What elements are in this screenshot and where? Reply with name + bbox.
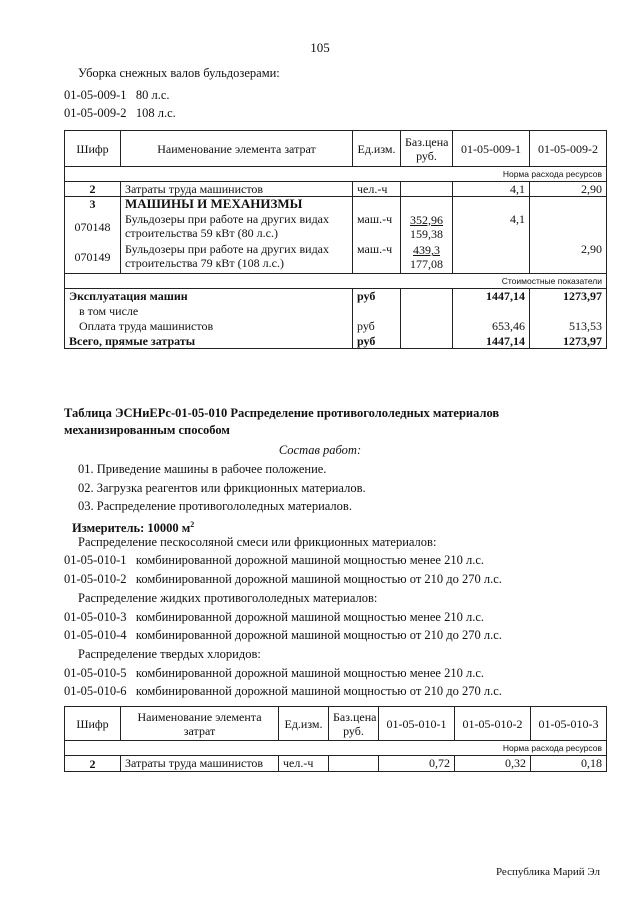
header-name: Наименование элемента затрат: [121, 131, 353, 167]
header-name-line: затрат: [183, 723, 216, 738]
item-code: 01-05-009-2: [64, 106, 127, 120]
price-bottom: 177,08: [410, 257, 443, 272]
list-item: [64, 551, 484, 569]
cost-label: Стоимостные показатели: [453, 274, 607, 289]
header-code: Шифр: [65, 707, 121, 741]
row-value-2: [530, 212, 607, 242]
table-row: [65, 212, 607, 242]
header-name-line: Наименование элемента: [137, 709, 262, 724]
header-name: [121, 707, 279, 741]
row-unit: маш.-ч: [353, 242, 401, 274]
cost-unit: руб: [353, 334, 401, 349]
row-value-1: [453, 242, 530, 274]
page-number: 105: [310, 40, 330, 55]
header-col3: 01-05-010-3: [531, 707, 607, 741]
table-row: [65, 242, 607, 274]
item-text: 108 л.с.: [135, 106, 176, 120]
table-row: [65, 182, 607, 197]
cost-name: в том числе: [65, 304, 353, 319]
row-unit: маш.-ч: [353, 212, 401, 242]
header-col1: 01-05-010-1: [379, 707, 455, 741]
row-code: 3: [65, 197, 121, 212]
row-price: [401, 242, 453, 274]
header-code: Шифр: [65, 131, 121, 167]
norm-label-row: [65, 741, 607, 756]
item-code: 01-05-010-3: [64, 610, 127, 624]
cost-row: [65, 319, 607, 334]
header-price: [329, 707, 379, 741]
meter-text: Измеритель: 10000 м: [72, 521, 191, 536]
price-top: 352,96: [410, 212, 443, 227]
item-text: комбинированной дорожной машиной мощностью менее 210 л.с.: [135, 610, 485, 624]
table-row: [65, 756, 607, 772]
header-price-line2: руб.: [416, 148, 437, 163]
row-value-2: 2,90: [530, 242, 607, 274]
item-text: комбинированной дорожной машиной мощностью от 210 до 270 л.с.: [135, 684, 502, 698]
table-title-line: механизированным способом: [64, 423, 230, 437]
composition-title: Состав работ:: [278, 443, 362, 457]
item-code: 01-05-010-5: [64, 666, 127, 680]
row-unit: чел.-ч: [279, 756, 329, 772]
section1-title: Уборка снежных валов бульдозерами:: [78, 66, 280, 80]
row-name-line: строительства 79 кВт (108 л.с.): [125, 255, 284, 270]
cost-label-row: [65, 274, 607, 289]
item-code: 01-05-010-4: [64, 628, 127, 642]
item-text: комбинированной дорожной машиной мощностью менее 210 л.с.: [135, 666, 485, 680]
header-price-line1: Баз.цена: [405, 134, 449, 149]
footer-region: Республика Марий Эл: [495, 866, 600, 878]
list-item: [64, 608, 484, 626]
list-item: [64, 682, 502, 700]
work-step: 03. Распределение противогололедных материалов.: [78, 499, 352, 513]
list-item: [64, 570, 502, 588]
list-item: [64, 664, 484, 682]
section1-item: [64, 86, 170, 104]
norm-label-row: [65, 167, 607, 182]
norm-label: Норма расхода ресурсов: [455, 741, 607, 756]
group-heading: Распределение жидких противогололедных материалов:: [78, 591, 378, 605]
item-code: 01-05-010-1: [64, 553, 127, 567]
cost-value-2: [530, 304, 607, 319]
row-name-line: Бульдозеры при работе на других видах: [125, 211, 330, 226]
cost-name: Оплата труда машинистов: [65, 319, 353, 334]
price-bottom: 159,38: [410, 226, 443, 241]
header-unit: Ед.изм.: [353, 131, 401, 167]
row-value-1: 4,1: [453, 182, 530, 197]
cost-value-2: 1273,97: [530, 334, 607, 349]
row-name: МАШИНЫ И МЕХАНИЗМЫ: [121, 197, 353, 212]
item-text: комбинированной дорожной машиной мощностью от 210 до 270 л.с.: [135, 572, 502, 586]
row-name: Затраты труда машинистов: [121, 756, 279, 772]
item-code: 01-05-009-1: [64, 88, 127, 102]
row-value-2: 0,32: [455, 756, 531, 772]
row-code: 2: [65, 756, 121, 772]
cost-value-1: 1447,14: [453, 289, 530, 304]
row-value-1: 0,72: [379, 756, 455, 772]
item-text: комбинированной дорожной машиной мощностью от 210 до 270 л.с.: [135, 628, 502, 642]
row-value-3: 0,18: [531, 756, 607, 772]
row-value-1: 4,1: [453, 212, 530, 242]
list-item: [64, 626, 502, 644]
row-value-2: 2,90: [530, 182, 607, 197]
row-code: 2: [65, 182, 121, 197]
cost-value-2: 513,53: [530, 319, 607, 334]
table-title-line: Таблица ЭСНиЕРс-01-05-010 Распределение противогололедных материалов: [64, 406, 500, 420]
norm-label: Норма расхода ресурсов: [453, 167, 607, 182]
row-name-line: строительства 59 кВт (80 л.с.): [125, 225, 278, 240]
item-code: 01-05-010-6: [64, 684, 127, 698]
cost-row: [65, 289, 607, 304]
item-text: комбинированной дорожной машиной мощностью менее 210 л.с.: [135, 553, 485, 567]
cost-name: Всего, прямые затраты: [65, 334, 353, 349]
group-heading: Распределение пескосоляной смеси или фрикционных материалов:: [78, 535, 437, 549]
cost-value-2: 1273,97: [530, 289, 607, 304]
cost-unit: руб: [353, 319, 401, 334]
item-code: 01-05-010-2: [64, 572, 127, 586]
header-unit: Ед.изм.: [279, 707, 329, 741]
cost-name: Эксплуатация машин: [65, 289, 353, 304]
cost-row: [65, 334, 607, 349]
price-top: 439,3: [413, 243, 440, 258]
row-code: 070148: [65, 212, 121, 242]
cost-value-1: 1447,14: [453, 334, 530, 349]
resource-table-2: [64, 706, 607, 772]
section1-item: [64, 104, 176, 122]
header-price-line2: руб.: [343, 723, 364, 738]
item-text: 80 л.с.: [135, 88, 170, 102]
row-name-line: Бульдозеры при работе на других видах: [125, 241, 330, 256]
cost-value-1: 653,46: [453, 319, 530, 334]
row-unit: чел.-ч: [353, 182, 401, 197]
header-col2: 01-05-010-2: [455, 707, 531, 741]
cost-value-1: [453, 304, 530, 319]
table-header-row: [65, 131, 607, 167]
row-name: [121, 242, 353, 274]
cost-unit: руб: [353, 289, 401, 304]
row-name: Затраты труда машинистов: [121, 182, 353, 197]
row-code: 070149: [65, 242, 121, 274]
header-price: [401, 131, 453, 167]
header-col1: 01-05-009-1: [453, 131, 530, 167]
meter-sup: 2: [190, 520, 195, 529]
header-price-line1: Баз.цена: [333, 709, 377, 724]
header-col2: 01-05-009-2: [530, 131, 607, 167]
work-step: 01. Приведение машины в рабочее положение.: [78, 462, 327, 476]
work-step: 02. Загрузка реагентов или фрикционных материалов.: [78, 481, 366, 495]
table-row: [65, 197, 607, 212]
cost-row: [65, 304, 607, 319]
row-price: [401, 212, 453, 242]
table-header-row: [65, 707, 607, 741]
group-heading: Распределение твердых хлоридов:: [78, 647, 261, 661]
resource-table-1: [64, 130, 607, 349]
cost-unit: [353, 304, 401, 319]
row-name: [121, 212, 353, 242]
